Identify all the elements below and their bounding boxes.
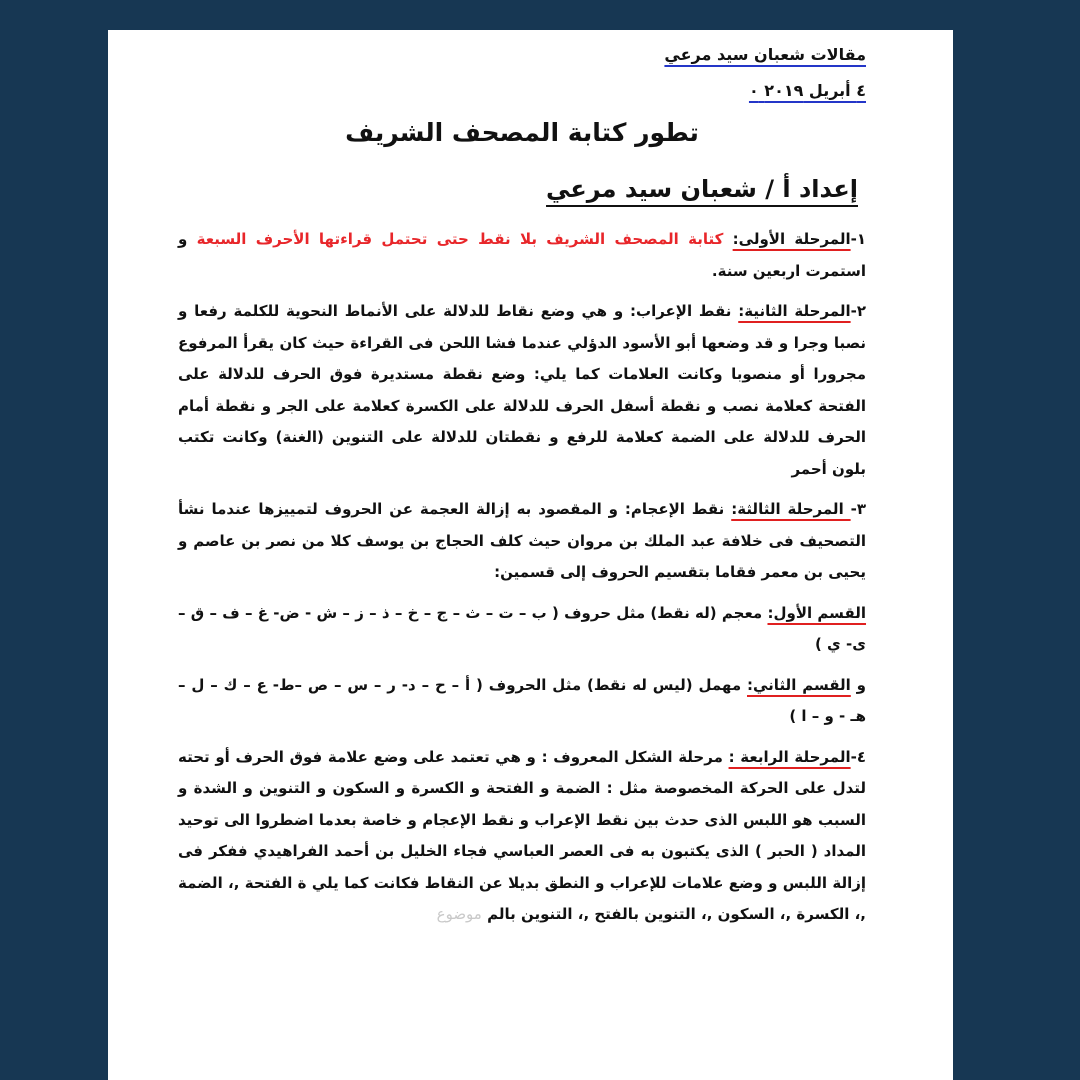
section-text: نقط الإعراب: و هي وضع نقاط للدلالة على الأنماط النحوية للكلمة رفعا و نصبا وجرا و قد وضعها أبو الأسود الدؤلي عندما فشا اللحن فى القراءة حيث كان يقرأ المرفوع مجرورا أو منصوبا وكانت العلامات كما يلي: وضع نقطة مستديرة فوق الحرف للدلالة على الفتحة كعلامة نصب و نقطة أسفل الحرف للدلالة على الكسرة كعلامة على الجر و نقطة أمام الحرف للدلالة على الضمة كعلامة للرفع و نقطتان للدلالة على التنوين (الغنة) وكانت تكتب بلون أحمر [178,302,866,478]
section-3 [178,494,866,589]
part-label: القسم الثاني: [747,675,851,694]
section-4 [178,742,866,931]
date-text: ٤ أبريل ٢٠١٩ ٠ [748,81,866,100]
section-number: ١- [850,230,866,248]
author-line [178,172,866,206]
section-text: و استمرت اربعين سنة. [178,230,866,280]
section-number: ٤- [850,747,866,766]
site-name[interactable]: مقالات شعبان سيد مرعي [664,45,866,64]
section-text: مرحلة الشكل المعروف : و هي تعتمد على وضع علامة فوق الحرف أو تحته لتدل على الحركة المخصوصة مثل : الضمة و الفتحة و الكسرة و السكون و التنوين و الشدة و السبب هو اللبس الذى حدث بين نقط الإعراب و نقط الإعجام و خاصة بعدما اضطروا الى توحيد المداد ( الحبر ) الذى يكتبون به فى العصر العباسي فجاء الخليل بن أحمد الفراهيدي ففكر فى إزالة اللبس و وضع علامات للإعراب و النطق بديلا عن النقاط فكانت كما يلي [178,747,866,892]
page-title: تطور كتابة المصحف الشريف [345,118,699,147]
section-label: المرحلة الثالثة: [731,500,851,518]
watermark-text: موضوع [436,905,482,923]
section-label: المرحلة الثانية: [738,302,851,320]
section-highlight: كتابة المصحف الشريف بلا نقط حتى تحتمل قراءتها الأحرف السبعة [196,230,733,248]
part-1 [178,598,866,661]
section-label: المرحلة الأولى: [732,230,851,248]
section-1 [178,224,866,287]
section-number: ٣- [850,500,867,518]
author-name: إعداد أ / شعبان سيد مرعي [546,175,858,203]
part-2 [178,670,866,733]
document-page [108,30,953,1080]
section-number: ٢- [850,302,867,320]
date-line [178,80,866,102]
part-prefix: و [850,675,867,694]
section-text: نقط الإعجام: و المقصود به إزالة العجمة عن الحروف لتمييزها عندما نشأ التصحيف فى خلافة عبد الملك بن مروان حيث كلف الحجاج بن يوسف كلا من نصر بن عاصم و يحيى بن معمر فقاما بتقسيم الحروف إلى قسمين: [178,500,866,581]
document-content [178,44,866,940]
part-text: مهمل (ليس له نقط) مثل الحروف ( أ – ح – د- ر – س – ص –ط- ع – ك – ل – هـ - و – ا ) [178,675,866,725]
section-2 [178,296,866,485]
section-label: المرحلة الرابعة : [728,747,851,766]
part-text: معجم (له نقط) مثل حروف ( ب – ت – ث – ج – خ – ذ – ز – ش - ض- غ – ف – ق – ى- ي ) [178,603,866,653]
site-link[interactable] [178,44,866,66]
part-label: القسم الأول: [767,603,867,622]
section-tail: ة الفتحة ,، الضمة ,، الكسرة ,، السكون ,، التنوين بالفتح ,، التنوين بالم [178,873,866,923]
